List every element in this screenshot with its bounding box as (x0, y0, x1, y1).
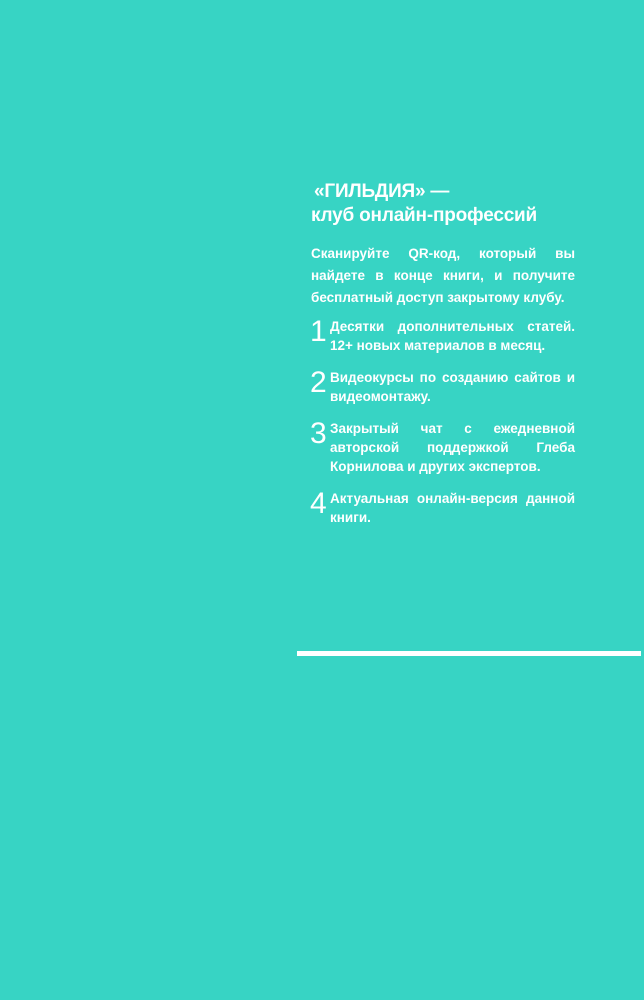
intro-paragraph: Сканируйте QR-код, который вы найдете в конце книги, и получите бесплатный доступ закрытому клубу. (311, 246, 575, 305)
benefit-item-2 (311, 368, 575, 406)
benefits-list (311, 317, 575, 527)
benefit-number: 1 (310, 315, 327, 348)
divider-line (297, 651, 641, 656)
benefit-item-3 (311, 419, 575, 476)
benefit-text: Видеокурсы по созданию сайтов и видеомонтажу. (330, 370, 575, 404)
benefit-text: Закрытый чат с ежедневной авторской поддержкой Глеба Корнилова и других экспертов. (330, 421, 575, 474)
club-info-block (311, 180, 575, 540)
club-title (311, 180, 575, 228)
club-title-line-2: клуб онлайн-профессий (311, 205, 538, 226)
benefit-item-4 (311, 489, 575, 527)
club-title-line-1: «ГИЛЬДИЯ» — (314, 181, 450, 202)
benefit-text: Десятки дополнительных статей. 12+ новых материалов в месяц. (330, 319, 575, 353)
benefit-number: 4 (310, 487, 327, 520)
benefit-text: Актуальная онлайн-версия данной книги. (330, 491, 575, 525)
benefit-number: 2 (310, 366, 327, 399)
benefit-item-1 (311, 317, 575, 355)
benefit-number: 3 (310, 417, 327, 450)
